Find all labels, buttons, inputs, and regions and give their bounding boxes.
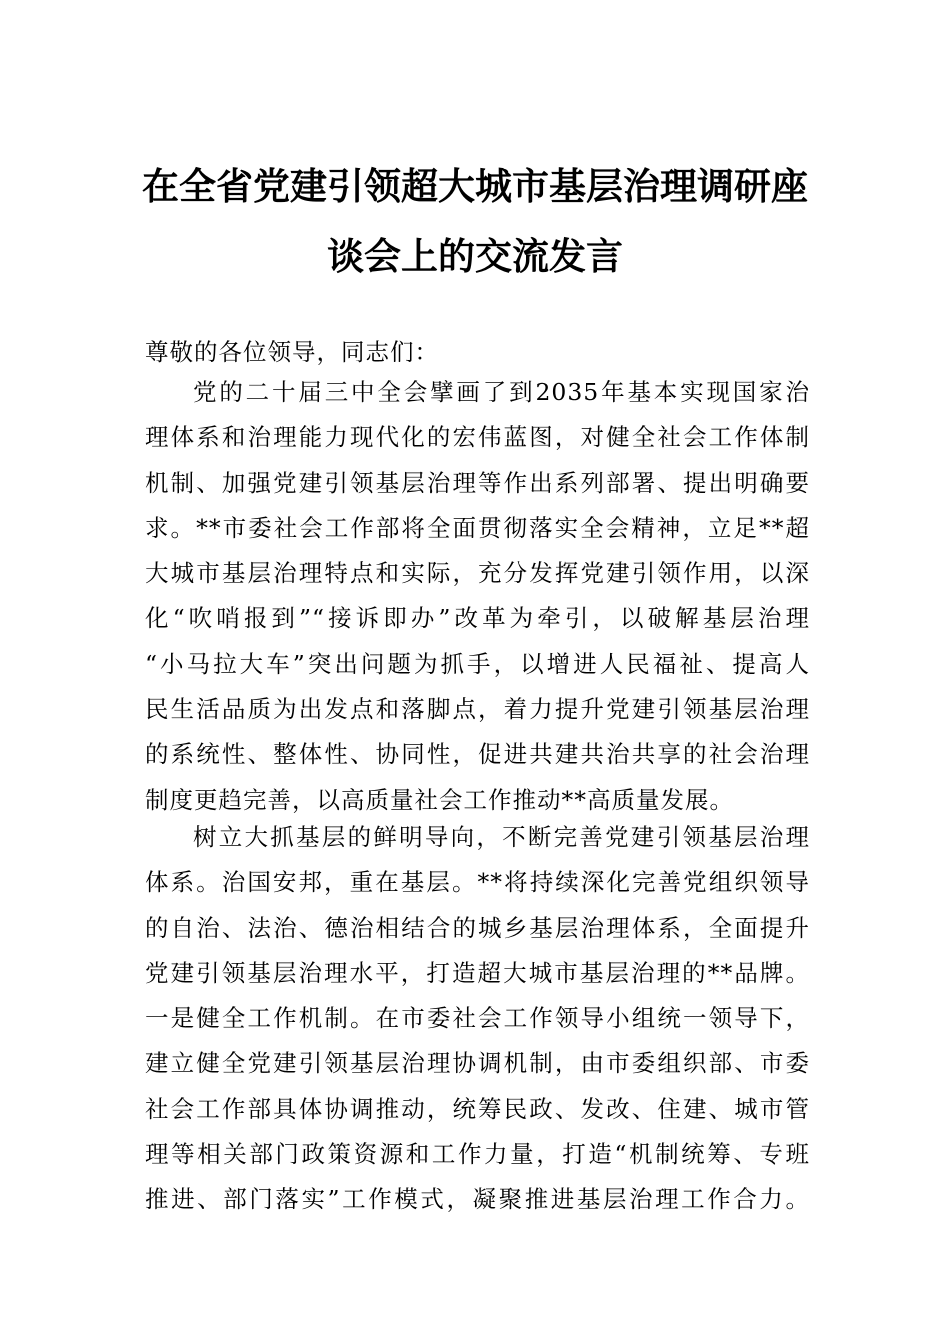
paragraph-1 <box>145 370 810 823</box>
paragraph-line: 理体系和治理能力现代化的宏伟蓝图，对健全社会工作体制 <box>145 423 810 452</box>
document-title-line-1: 在全省党建引领超大城市基层治理调研座 <box>142 164 808 208</box>
paragraph-line: 民生活品质为出发点和落脚点，着力提升党建引领基层治理 <box>145 695 810 724</box>
document-title-line-2: 谈会上的交流发言 <box>327 234 623 278</box>
paragraph-line: 理等相关部门政策资源和工作力量，打造“机制统筹、专班 <box>145 1140 810 1169</box>
paragraph-line: 化“吹哨报到”“接诉即办”改革为牵引，以破解基层治理 <box>145 604 810 633</box>
paragraph-line: 大城市基层治理特点和实际，充分发挥党建引领作用，以深 <box>145 559 810 588</box>
paragraph-line: 树立大抓基层的鲜明导向，不断完善党建引领基层治理 <box>193 823 810 851</box>
paragraph-line: 党的二十届三中全会擘画了到2035年基本实现国家治 <box>193 378 810 406</box>
salutation: 尊敬的各位领导，同志们： <box>145 338 439 366</box>
paragraph-line: 体系。治国安邦，重在基层。**将持续深化完善党组织领导 <box>145 868 810 897</box>
paragraph-line: 一是健全工作机制。在市委社会工作领导小组统一领导下， <box>145 1004 810 1033</box>
paragraph-line: 的自治、法治、德治相结合的城乡基层治理体系，全面提升 <box>145 913 810 942</box>
paragraph-line: 推进、部门落实”工作模式，凝聚推进基层治理工作合力。 <box>145 1185 810 1214</box>
paragraph-line: 机制、加强党建引领基层治理等作出系列部署、提出明确要 <box>145 468 810 497</box>
paragraph-line: 社会工作部具体协调推动，统筹民政、发改、住建、城市管 <box>145 1094 810 1123</box>
paragraph-line: “小马拉大车”突出问题为抓手，以增进人民福祉、提高人 <box>145 649 810 678</box>
paragraph-line: 建立健全党建引领基层治理协调机制，由市委组织部、市委 <box>145 1049 810 1078</box>
paragraph-line: 制度更趋完善，以高质量社会工作推动**高质量发展。 <box>145 785 734 814</box>
paragraph-line: 党建引领基层治理水平，打造超大城市基层治理的**品牌。 <box>145 958 810 987</box>
paragraph-line: 求。**市委社会工作部将全面贯彻落实全会精神，立足**超 <box>145 513 810 542</box>
paragraph-2 <box>145 815 810 1223</box>
paragraph-line: 的系统性、整体性、协同性，促进共建共治共享的社会治理 <box>145 740 810 769</box>
